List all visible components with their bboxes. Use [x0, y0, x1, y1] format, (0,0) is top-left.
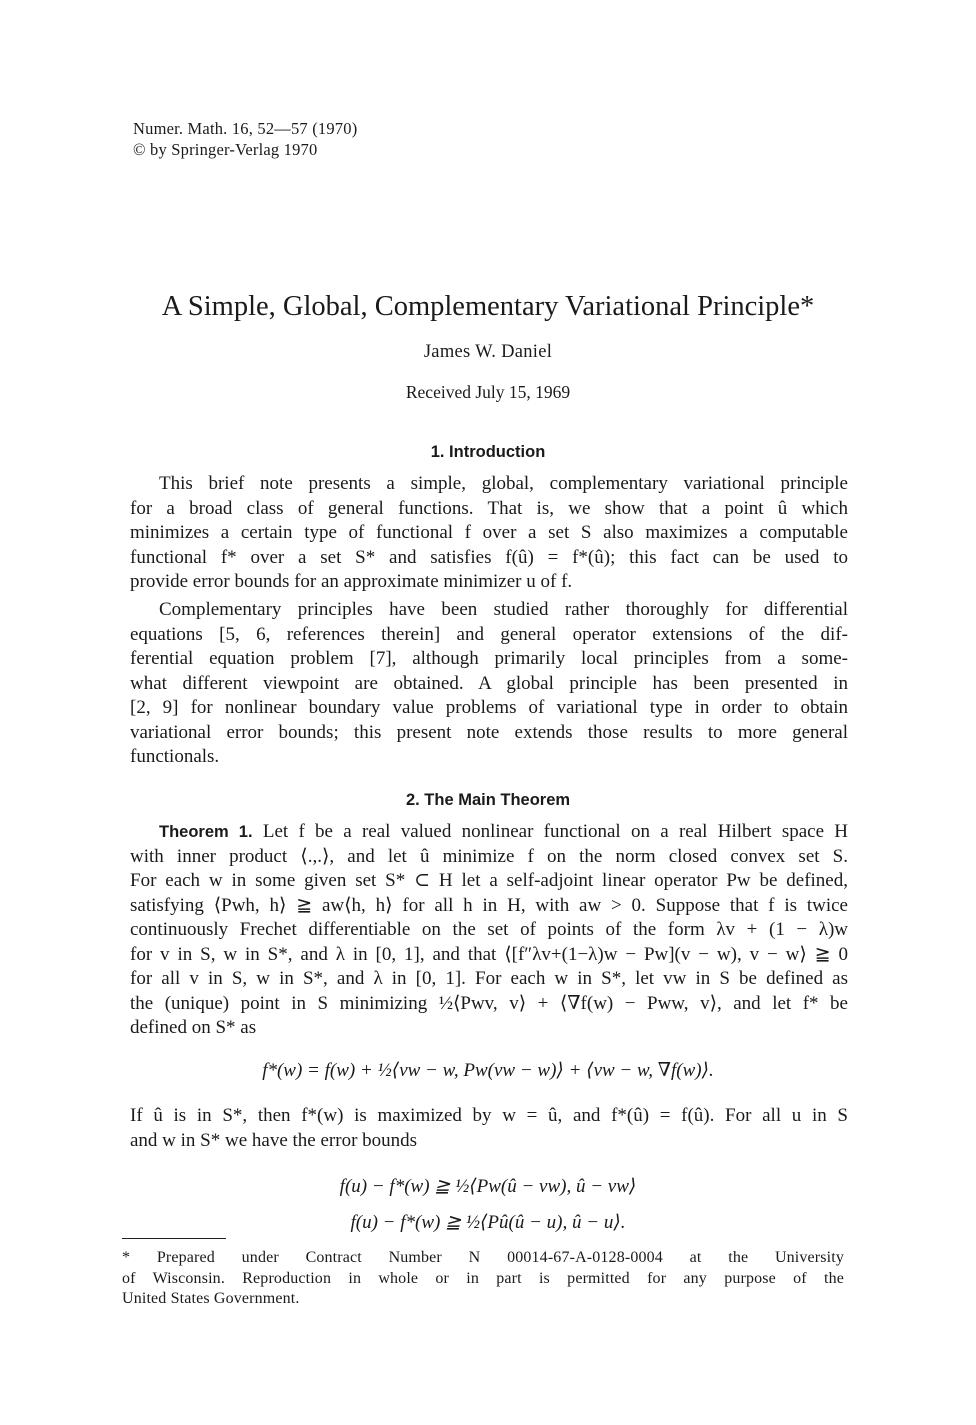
text-line: Theorem 1. Let f be a real valued nonlinear functional on a real Hilbert space H: [159, 821, 849, 842]
text-line: functional f* over a set S* and satisfies f(û) = f*(û); this fact can be used to: [130, 546, 848, 568]
text-line: provide error bounds for an approximate minimizer u of f.: [130, 571, 573, 592]
intro-paragraph-2: [130, 598, 848, 770]
text-line: Complementary principles have been studied rather thoroughly for differential: [159, 599, 848, 620]
text-line: for a broad class of general functions. That is, we show that a point û which: [130, 497, 848, 519]
text-line: [2, 9] for nonlinear boundary value problems of variational type in order to obtain: [130, 697, 848, 718]
received-date: Received July 15, 1969: [405, 382, 571, 402]
copyright-line: © by Springer-Verlag 1970: [133, 140, 318, 159]
text-line: minimizes a certain type of functional f over a set S also maximizes a computable: [130, 522, 848, 543]
text-line: the (unique) point in S minimizing ½⟨Pwv, v⟩ + ⟨∇f(w) − Pww, v⟩, and let f* be: [130, 992, 848, 1014]
footnote-line: United States Government.: [122, 1290, 300, 1307]
text-line: what different viewpoint are obtained. A global principle has been presented in: [130, 672, 848, 694]
section-heading-main-theorem: 2. The Main Theorem: [405, 791, 571, 809]
intro-paragraph-1: [130, 472, 848, 595]
footnote-divider: [122, 1238, 226, 1239]
text-line: satisfying ⟨Pwh, h⟩ ≧ aw⟨h, h⟩ for all h in H, with aw > 0. Suppose that f is twice: [130, 894, 848, 916]
theorem-1: [130, 820, 848, 1041]
text-line: functionals.: [130, 746, 220, 767]
text-line: continuously Frechet differentiable on the set of points of the form λv + (1 − λ)w: [130, 919, 848, 940]
author-middle: W.: [475, 342, 497, 362]
theorem-conclusion: [130, 1104, 848, 1153]
text-line: This brief note presents a simple, global, complementary variational principle: [159, 473, 848, 494]
equation-error-bound-1: f(u) − f*(w) ≧ ½⟨Pw(û − vw), û − vw⟩: [339, 1176, 637, 1197]
section-heading-introduction: 1. Introduction: [430, 443, 546, 461]
footnote-line: of Wisconsin. Reproduction in whole or in part is permitted for any purpose of the: [122, 1269, 844, 1287]
text-line: defined on S* as: [130, 1017, 257, 1038]
text-line: variational error bounds; this present note extends those results to more general: [130, 721, 848, 743]
text-line: and w in S* we have the error bounds: [130, 1129, 418, 1151]
equation-error-bound-2: f(u) − f*(w) ≧ ½⟨Pû(û − u), û − u⟩.: [350, 1212, 626, 1233]
text-line: If û is in S*, then f*(w) is maximized by w = û, and f*(û) = f(û). For all u in S: [130, 1105, 848, 1126]
equation-f-star: f*(w) = f(w) + ½⟨vw − w, Pw(vw − w)⟩ + ⟨vw − w, ∇f(w)⟩.: [262, 1060, 714, 1081]
author-name: [0, 340, 976, 364]
text-line: for v in S, w in S*, and λ in [0, 1], and that ⟨[f″λv+(1−λ)w − Pw](v − w), v − w⟩ ≧ 0: [130, 943, 848, 965]
text-line: ferential equation problem [7], although primarily local principles from a some-: [130, 648, 848, 669]
text-line: with inner product ⟨.,.⟩, and let û minimize f on the norm closed convex set S.: [130, 845, 848, 867]
footnote-line: * Prepared under Contract Number N 00014-67-A-0128-0004 at the University: [122, 1249, 844, 1266]
author-first: James: [423, 342, 471, 362]
author-last: Daniel: [501, 342, 553, 362]
text-line: equations [5, 6, references therein] and general operator extensions of the dif-: [130, 623, 848, 645]
text-line: for all v in S, w in S*, and λ in [0, 1]. For each w in S*, let vw in S be defined as: [130, 968, 848, 989]
footnote: [122, 1248, 844, 1310]
text-line: For each w in some given set S* ⊂ H let a self-adjoint linear operator Pw be defined,: [130, 870, 848, 891]
paper-title: A Simple, Global, Complementary Variational Principle*: [161, 291, 815, 322]
theorem-label: Theorem 1.: [159, 823, 253, 841]
journal-citation: Numer. Math. 16, 52—57 (1970): [133, 119, 358, 138]
